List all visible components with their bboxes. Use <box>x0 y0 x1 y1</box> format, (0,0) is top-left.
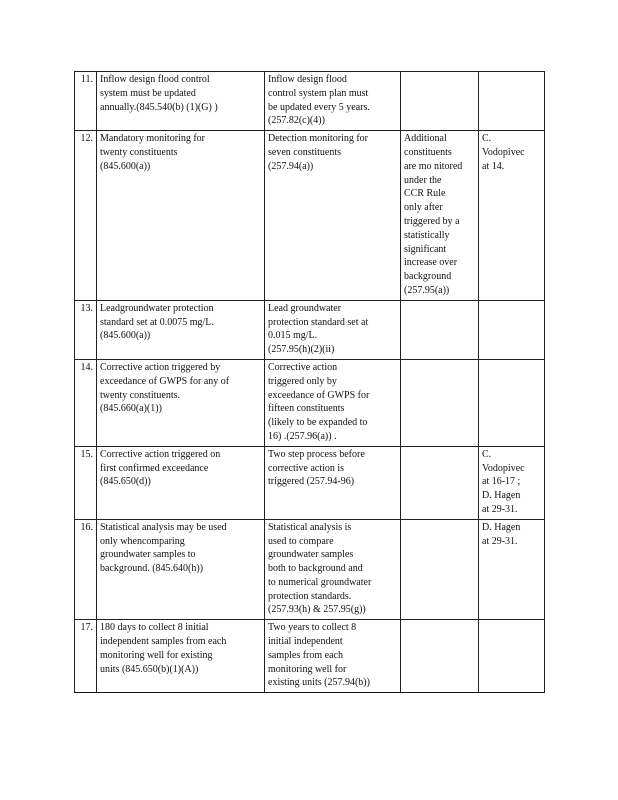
citation-cell: C. Vodopivec at 16-17 ; D. Hagen at 29-31. <box>479 446 545 519</box>
note-cell <box>401 72 479 131</box>
row-number: 14. <box>75 359 97 446</box>
state-rule-cell: 180 days to collect 8 initial independent samples from each monitoring well for existing units (845.650(b)(1)(A)) <box>97 620 265 693</box>
federal-rule-cell: Corrective action triggered only by exceedance of GWPS for fifteen constituents (likely to be expanded to 16) .(257.96(a)) . <box>265 359 401 446</box>
table-row <box>75 519 545 620</box>
row-number: 15. <box>75 446 97 519</box>
federal-rule-cell: Statistical analysis is used to compare groundwater samples both to background and to numerical groundwater protection standards. (257.93(h) & 257.95(g)) <box>265 519 401 620</box>
citation-cell <box>479 359 545 446</box>
federal-rule-cell: Detection monitoring for seven constituents (257.94(a)) <box>265 131 401 301</box>
row-number: 11. <box>75 72 97 131</box>
state-rule-cell: Corrective action triggered on first confirmed exceedance (845.650(d)) <box>97 446 265 519</box>
state-rule-cell: Leadgroundwater protection standard set at 0.0075 mg/L. (845.600(a)) <box>97 300 265 359</box>
table-row <box>75 300 545 359</box>
table-row <box>75 446 545 519</box>
row-number: 12. <box>75 131 97 301</box>
note-cell <box>401 359 479 446</box>
table-row <box>75 620 545 693</box>
note-cell <box>401 519 479 620</box>
table-row <box>75 131 545 301</box>
citation-cell <box>479 72 545 131</box>
citation-cell <box>479 620 545 693</box>
note-cell <box>401 620 479 693</box>
note-cell <box>401 446 479 519</box>
note-cell <box>401 300 479 359</box>
federal-rule-cell: Inflow design flood control system plan must be updated every 5 years. (257.82(c)(4)) <box>265 72 401 131</box>
row-number: 13. <box>75 300 97 359</box>
table-row <box>75 72 545 131</box>
note-cell: Additional constituents are mo nitored under the CCR Rule only after triggered by a statistically significant increase over background (257.95(a)) <box>401 131 479 301</box>
state-rule-cell: Inflow design flood control system must be updated annually.(845.540(b) (1)(G) ) <box>97 72 265 131</box>
state-rule-cell: Mandatory monitoring for twenty constituents (845.600(a)) <box>97 131 265 301</box>
citation-cell: C. Vodopivec at 14. <box>479 131 545 301</box>
comparison-table <box>74 71 545 693</box>
citation-cell <box>479 300 545 359</box>
citation-cell: D. Hagen at 29-31. <box>479 519 545 620</box>
state-rule-cell: Statistical analysis may be used only whencomparing groundwater samples to background. (845.640(h)) <box>97 519 265 620</box>
federal-rule-cell: Two step process before corrective action is triggered (257.94-96) <box>265 446 401 519</box>
row-number: 17. <box>75 620 97 693</box>
federal-rule-cell: Two years to collect 8 initial independent samples from each monitoring well for existing units (257.94(b)) <box>265 620 401 693</box>
row-number: 16. <box>75 519 97 620</box>
federal-rule-cell: Lead groundwater protection standard set at 0.015 mg/L. (257.95(h)(2)(ii) <box>265 300 401 359</box>
table-row <box>75 359 545 446</box>
state-rule-cell: Corrective action triggered by exceedance of GWPS for any of twenty constituents. (845.660(a)(1)) <box>97 359 265 446</box>
